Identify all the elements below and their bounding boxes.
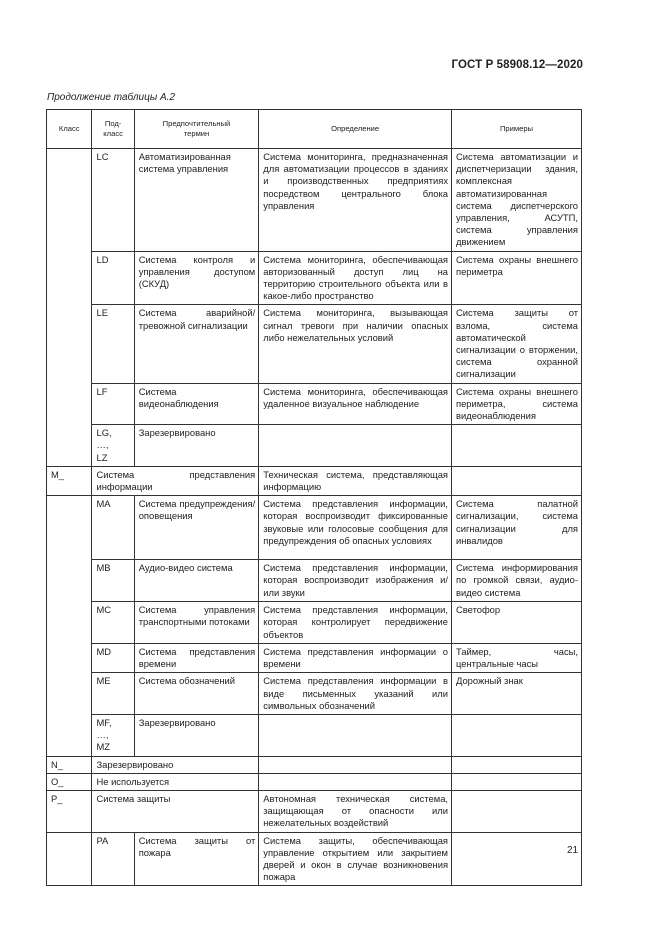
header-termin-line1: Предпочтительный: [162, 118, 231, 128]
definition-cell: Система защиты, обеспечивающая управление открытием или закрытием дверей и окон в случае возникновения пожара: [259, 832, 452, 886]
examples-cell: [452, 832, 582, 886]
klass-cell-empty: [47, 149, 92, 467]
definition-cell: Система представления информации, которая воспроизводит изображения и/или звуки: [259, 560, 452, 602]
document-standard-number: ГОСТ Р 58908.12—2020: [451, 59, 583, 71]
classification-table: [46, 109, 582, 886]
examples-cell: [452, 425, 582, 467]
table-row: [47, 673, 582, 715]
subclass-code: MC: [92, 602, 134, 644]
examples-cell: Система охраны внешнего периметра, система видеонаблюдения: [452, 383, 582, 425]
class-row: [47, 466, 582, 495]
page-number: 21: [567, 845, 579, 856]
term-cell: Система аварийной/тревожной сигнализации: [134, 305, 259, 383]
table-row: [47, 832, 582, 886]
definition-cell: Система мониторинга, предназначенная для автоматизации процессов в зданиях и производственных предприятиях посредством центрального блока управления: [259, 149, 452, 252]
klass-code: N_: [47, 756, 92, 773]
klass-cell-empty: [47, 496, 92, 756]
klass-code: M_: [47, 466, 92, 495]
definition-cell: Техническая система, представляющая информацию: [259, 466, 452, 495]
subclass-code: MF, …, MZ: [92, 714, 134, 756]
term-cell: Система защиты от пожара: [134, 832, 259, 886]
definition-cell: [259, 773, 452, 790]
examples-cell: Система охраны внешнего периметра: [452, 251, 582, 305]
examples-cell: Светофор: [452, 602, 582, 644]
table-row: [47, 305, 582, 383]
header-primery: Примеры: [452, 110, 582, 149]
definition-cell: Система представления информации в виде письменных указаний или символьных обозначений: [259, 673, 452, 715]
subclass-code: ME: [92, 673, 134, 715]
definition-cell: Система представления информации о времени: [259, 643, 452, 672]
examples-cell: Система защиты от взлома, система автоматической сигнализации о вторжении, система охранной сигнализации: [452, 305, 582, 383]
definition-cell: Система представления информации, которая воспроизводит фиксированные звуковые или голосовые сообщения для предупреждения об опасных условиях: [259, 496, 452, 560]
examples-cell: Система информирования по громкой связи, аудио-видео система: [452, 560, 582, 602]
subclass-code: PA: [92, 832, 134, 886]
subclass-code: LF: [92, 383, 134, 425]
class-term-cell: Система представления информации: [92, 466, 259, 495]
subclass-code: LG, …, LZ: [92, 425, 134, 467]
table-row: [47, 602, 582, 644]
header-klass: Класс: [47, 110, 92, 149]
definition-cell: [259, 756, 452, 773]
class-term-cell: Зарезервировано: [92, 756, 259, 773]
subclass-code: LC: [92, 149, 134, 252]
term-cell: Зарезервировано: [134, 714, 259, 756]
term-cell: Система предупреждения/ оповещения: [134, 496, 259, 560]
header-termin: [134, 110, 259, 149]
examples-cell: [452, 714, 582, 756]
class-row: [47, 773, 582, 790]
term-cell: Система контроля и управления доступом (СКУД): [134, 251, 259, 305]
term-cell: Аудио-видео система: [134, 560, 259, 602]
definition-cell: Система мониторинга, обеспечивающая авторизованный доступ лиц на территорию строительного объекта или в какое-либо пространство: [259, 251, 452, 305]
term-cell: Автоматизированная система управления: [134, 149, 259, 252]
class-term-cell: Система защиты: [92, 790, 259, 832]
examples-cell: Дорожный знак: [452, 673, 582, 715]
class-row: [47, 756, 582, 773]
table-caption: Продолжение таблицы А.2: [47, 92, 175, 103]
klass-code: P_: [47, 790, 92, 832]
table-row: [47, 496, 582, 560]
examples-cell: [452, 773, 582, 790]
subclass-code: LD: [92, 251, 134, 305]
examples-cell: [452, 790, 582, 832]
examples-cell: [452, 466, 582, 495]
term-cell: Система управления транспортными потоками: [134, 602, 259, 644]
examples-cell: Таймер, часы, центральные часы: [452, 643, 582, 672]
table-row: [47, 560, 582, 602]
header-opredelenie: Определение: [259, 110, 452, 149]
class-term-cell: Не используется: [92, 773, 259, 790]
examples-cell: Система автоматизации и диспетчеризации здания, комплексная автоматизированная система диспетчерского управления, АСУТП, система управления движением: [452, 149, 582, 252]
header-podklass: [92, 110, 134, 149]
table-row: [47, 149, 582, 252]
table-header-row: [47, 110, 582, 149]
header-podklass-line1: Под-: [104, 118, 122, 128]
definition-cell: [259, 425, 452, 467]
class-row: [47, 790, 582, 832]
subclass-code: MB: [92, 560, 134, 602]
table-row: [47, 643, 582, 672]
definition-cell: Система представления информации, которая контролирует передвижение объектов: [259, 602, 452, 644]
definition-cell: Система мониторинга, обеспечивающая удаленное визуальное наблюдение: [259, 383, 452, 425]
examples-cell: [452, 756, 582, 773]
definition-cell: [259, 714, 452, 756]
table-row: [47, 714, 582, 756]
table-row: [47, 251, 582, 305]
table-row: [47, 383, 582, 425]
klass-cell-empty: [47, 832, 92, 886]
subclass-code: MA: [92, 496, 134, 560]
examples-cell: Система палатной сигнализации, система сигнализации для инвалидов: [452, 496, 582, 560]
definition-cell: Автономная техническая система, защищающая от опасности или нежелательных воздействий: [259, 790, 452, 832]
term-cell: Система представления времени: [134, 643, 259, 672]
header-podklass-line2: класс: [103, 129, 123, 138]
term-cell: Зарезервировано: [134, 425, 259, 467]
subclass-code: MD: [92, 643, 134, 672]
term-cell: Система видеонаблюдения: [134, 383, 259, 425]
klass-code: O_: [47, 773, 92, 790]
definition-cell: Система мониторинга, вызывающая сигнал тревоги при наличии опасных либо нежелательных условий: [259, 305, 452, 383]
table-row: [47, 425, 582, 467]
header-termin-line2: термин: [183, 129, 210, 138]
term-cell: Система обозначений: [134, 673, 259, 715]
subclass-code: LE: [92, 305, 134, 383]
